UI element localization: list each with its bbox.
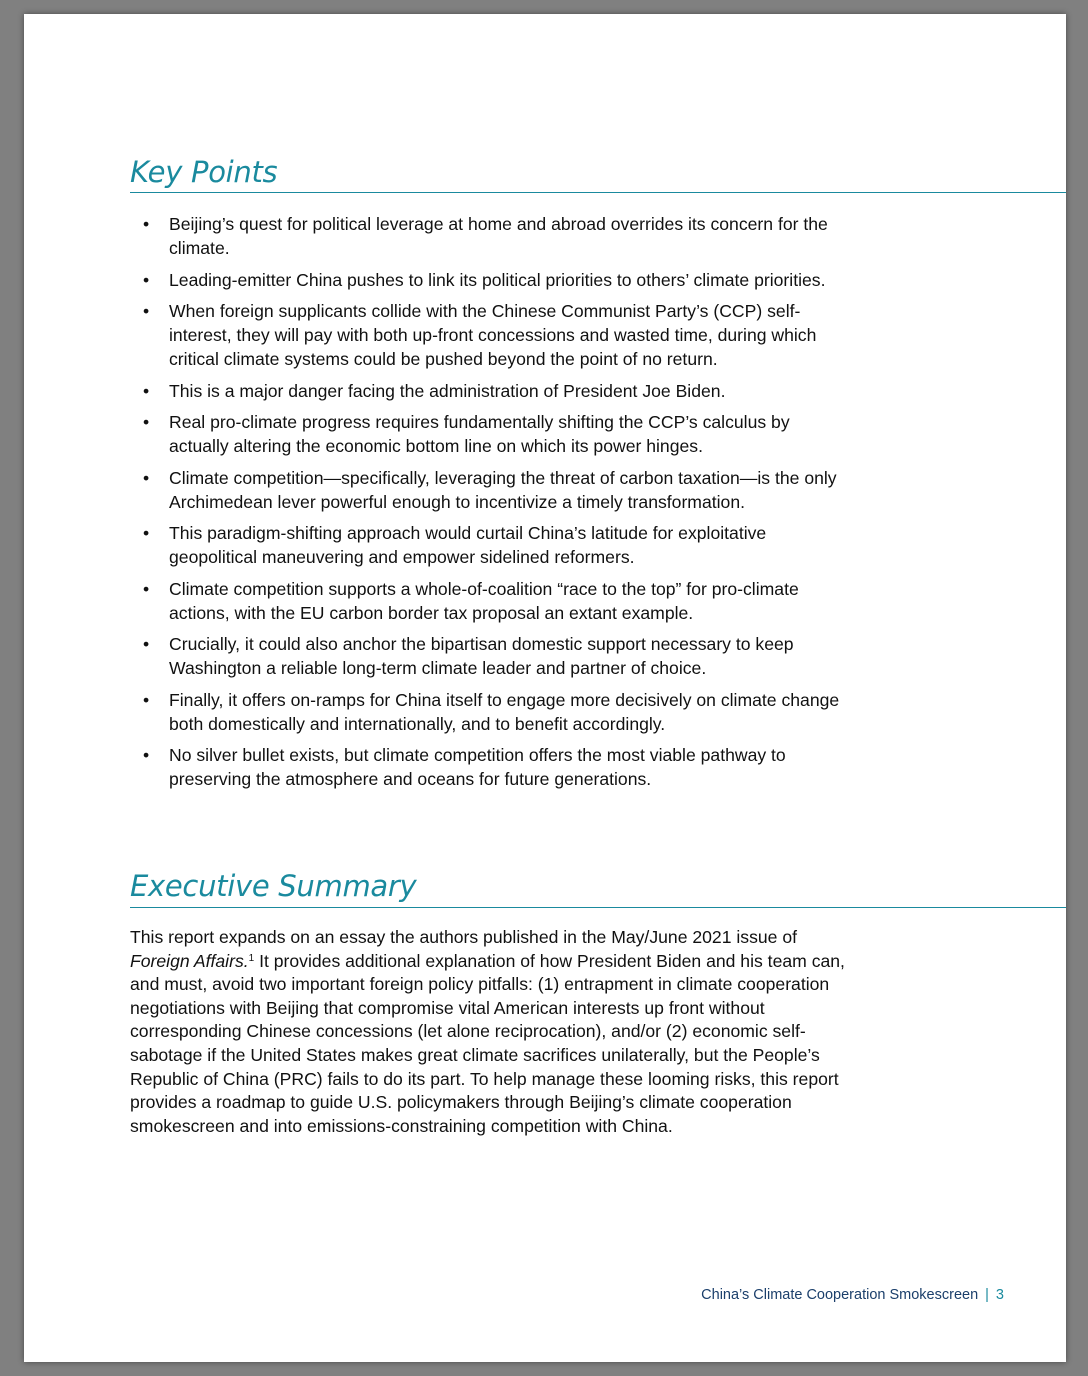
key-point-text: Leading-emitter China pushes to link its political priorities to others’ climate priorities. [169, 269, 826, 290]
bullet-icon: • [143, 301, 150, 321]
key-point-item [130, 688, 850, 736]
key-point-item [130, 268, 850, 292]
executive-summary-heading: Executive Summary [130, 869, 417, 903]
key-point-item [130, 299, 850, 371]
bullet-icon: • [143, 578, 150, 599]
key-point-text: When foreign supplicants collide with the Chinese Communist Party’s (CCP) self-interest, they will pay with both up-front concessions and wasted time, during which critical climate systems could be pushed beyond the point of no return. [169, 301, 817, 369]
journal-title: Foreign Affairs. [130, 950, 249, 971]
executive-summary-paragraph [130, 926, 860, 1138]
bullet-icon: • [143, 380, 150, 401]
key-point-text: Climate competition supports a whole-of-coalition “race to the top” for pro-climate actions, with the EU carbon border tax proposal an extant example. [169, 578, 799, 623]
document-page [24, 14, 1066, 1362]
page-number: 3 [995, 1287, 1004, 1303]
key-point-item [130, 466, 850, 514]
summary-text-body: It provides additional explanation of how President Biden and his team can, and must, avoid two important foreign policy pitfalls: (1) entrapment in climate cooperation negotiations with Beijing that compromise vital American interests up front without corresponding Chinese concessions (let alone reciprocation), and/or (2) economic self-sabotage if the United States makes great climate sacrifices unilaterally, but the People’s Republic of China (PRC) fails to do its part. To help manage these looming risks, this report provides a roadmap to guide U.S. policymakers through Beijing’s climate cooperation smokescreen and into emissions-constraining competition with China. [130, 950, 845, 1136]
key-point-item [130, 379, 850, 403]
key-point-item [130, 212, 850, 260]
key-point-item [130, 410, 850, 458]
key-points-divider [130, 192, 1066, 193]
summary-text-intro: This report expands on an essay the authors published in the May/June 2021 issue of [130, 927, 798, 947]
bullet-icon: • [143, 214, 150, 234]
key-point-text: Climate competition—specifically, leveraging the threat of carbon taxation—is the only Archimedean lever powerful enough to incentivize a timely transformation. [169, 467, 837, 512]
key-points-heading: Key Points [130, 155, 278, 189]
key-point-text: No silver bullet exists, but climate competition offers the most viable pathway to preserving the atmosphere and oceans for future generations. [169, 745, 786, 789]
running-title: China’s Climate Cooperation Smokescreen [701, 1287, 979, 1303]
key-point-item [130, 743, 850, 791]
key-point-text: This paradigm-shifting approach would curtail China’s latitude for exploitative geopolitical maneuvering and empower sidelined reformers. [169, 523, 767, 567]
key-point-text: Crucially, it could also anchor the bipartisan domestic support necessary to keep Washington a reliable long-term climate leader and partner of choice. [169, 634, 794, 678]
bullet-icon: • [143, 634, 150, 654]
bullet-icon: • [143, 523, 150, 543]
bullet-icon: • [143, 689, 150, 710]
bullet-icon: • [143, 467, 150, 488]
key-point-text: This is a major danger facing the administration of President Joe Biden. [169, 380, 726, 401]
bullet-icon: • [143, 269, 150, 290]
footnote-marker[interactable]: 1 [248, 952, 255, 964]
executive-summary-divider [130, 907, 1066, 908]
bullet-icon: • [143, 745, 150, 765]
footer-separator: | [985, 1287, 989, 1303]
key-point-text: Finally, it offers on-ramps for China itself to engage more decisively on climate change both domestically and internationally, and to benefit accordingly. [169, 689, 840, 734]
key-points-list [130, 212, 850, 799]
page-footer [701, 1286, 1004, 1304]
key-point-text: Real pro-climate progress requires fundamentally shifting the CCP’s calculus by actually altering the economic bottom line on which its power hinges. [169, 412, 790, 456]
key-point-item [130, 577, 850, 625]
key-point-item [130, 632, 850, 680]
key-point-item [130, 521, 850, 569]
key-point-text: Beijing’s quest for political leverage at home and abroad overrides its concern for the climate. [169, 214, 828, 258]
bullet-icon: • [143, 412, 150, 432]
